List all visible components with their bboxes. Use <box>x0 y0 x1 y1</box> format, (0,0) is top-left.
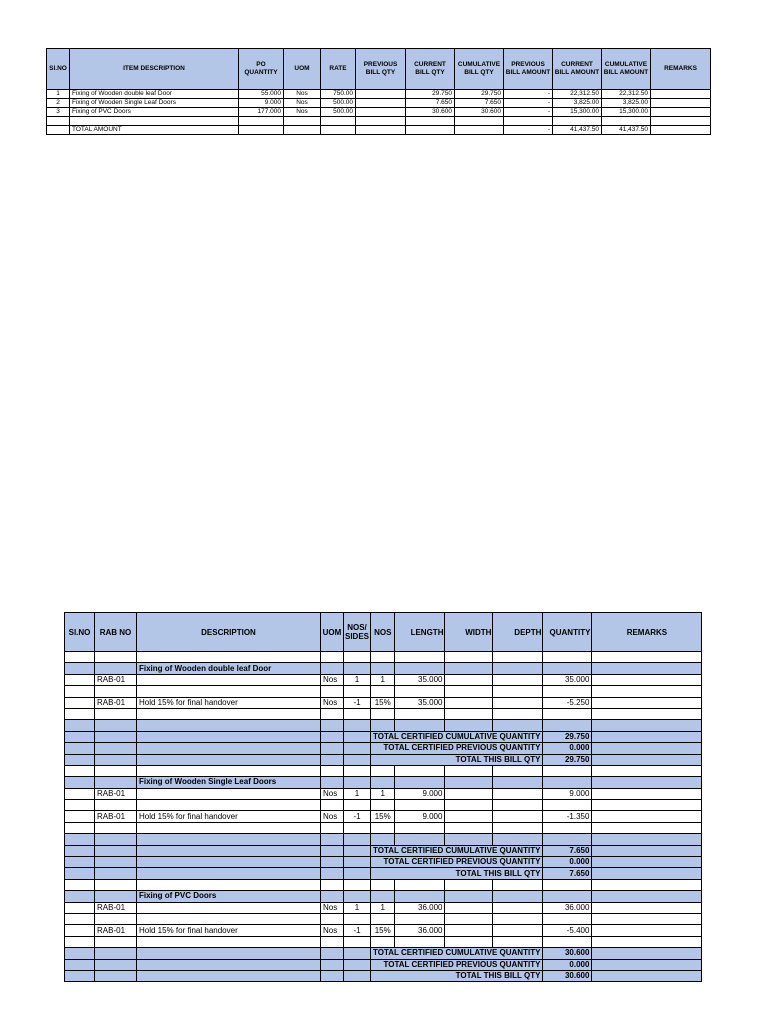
cell-length: 35.000 <box>395 674 445 685</box>
cumulative-label: TOTAL CERTIFIED CUMULATIVE QUANTITY <box>371 731 543 742</box>
cell-uom: Nos <box>321 788 344 799</box>
cell-cum-amt: 15,300.00 <box>602 108 651 117</box>
this-bill-row <box>65 868 702 879</box>
previous-row <box>65 743 702 754</box>
cell-uom: Nos <box>321 902 344 913</box>
cell-sl: 2 <box>47 99 70 108</box>
total-row <box>47 126 711 135</box>
cell-rab: RAB-01 <box>95 788 137 799</box>
col-header: ITEM DESCRIPTION <box>70 49 239 90</box>
cell-cur-qty: 29.750 <box>406 90 455 99</box>
col-header: CUMULATIVE BILL QTY <box>455 49 504 90</box>
col-header: DESCRIPTION <box>137 613 321 652</box>
measurement-line <box>65 674 702 685</box>
cell-sides: 1 <box>344 902 371 913</box>
cell-po-qty: 177.000 <box>239 108 284 117</box>
cumulative-qty: 7.650 <box>543 845 592 856</box>
this-bill-label: TOTAL THIS BILL QTY <box>371 754 543 765</box>
cell-uom: Nos <box>284 99 321 108</box>
section-title: Fixing of Wooden double leaf Door <box>137 663 321 674</box>
section-title: Fixing of Wooden Single Leaf Doors <box>137 777 321 788</box>
cell-nos: 15% <box>371 811 395 822</box>
col-header: PREVIOUS BILL QTY <box>356 49 406 90</box>
previous-qty: 0.000 <box>543 857 592 868</box>
this-bill-row <box>65 754 702 765</box>
total-label: TOTAL AMOUNT <box>70 126 239 135</box>
cell-cum-qty: 30.600 <box>455 108 504 117</box>
cell-qty: 36.000 <box>543 902 592 913</box>
cell-qty: 9.000 <box>543 788 592 799</box>
col-header: WIDTH <box>445 613 493 652</box>
cumulative-qty: 29.750 <box>543 731 592 742</box>
section-title: Fixing of PVC Doors <box>137 891 321 902</box>
cell-length: 9.000 <box>395 811 445 822</box>
section-title-row <box>65 777 702 788</box>
measurement-line <box>65 697 702 708</box>
previous-qty: 0.000 <box>543 959 592 970</box>
cell-qty: -1.350 <box>543 811 592 822</box>
cumulative-row <box>65 948 702 959</box>
cumulative-qty: 30.600 <box>543 948 592 959</box>
cell-uom: Nos <box>321 674 344 685</box>
cell-cur-amt: 22,312.50 <box>553 90 602 99</box>
total-cum-amt: 41,437.50 <box>602 126 651 135</box>
cumulative-label: TOTAL CERTIFIED CUMULATIVE QUANTITY <box>371 948 543 959</box>
previous-row <box>65 857 702 868</box>
col-header: CURRENT BILL AMOUNT <box>553 49 602 90</box>
cell-length: 9.000 <box>395 788 445 799</box>
col-header: CURRENT BILL QTY <box>406 49 455 90</box>
measurement-line <box>65 811 702 822</box>
cumulative-label: TOTAL CERTIFIED CUMULATIVE QUANTITY <box>371 845 543 856</box>
cell-cur-qty: 30.600 <box>406 108 455 117</box>
cell-rab: RAB-01 <box>95 674 137 685</box>
col-header: NOS <box>371 613 395 652</box>
cell-po-qty: 9.000 <box>239 99 284 108</box>
this-bill-qty: 30.600 <box>543 970 592 981</box>
cell-sides: 1 <box>344 674 371 685</box>
total-cur-amt: 41,437.50 <box>553 126 602 135</box>
cell-cum-qty: 7.650 <box>455 99 504 108</box>
previous-label: TOTAL CERTIFIED PREVIOUS QUANTITY <box>371 959 543 970</box>
col-header: DEPTH <box>493 613 543 652</box>
cell-sl: 3 <box>47 108 70 117</box>
measurement-table <box>64 612 702 982</box>
cumulative-row <box>65 845 702 856</box>
cell-rate: 750.00 <box>321 90 356 99</box>
previous-qty: 0.000 <box>543 743 592 754</box>
col-header: PREVIOUS BILL AMOUNT <box>504 49 553 90</box>
cell-nos: 1 <box>371 674 395 685</box>
measurement-line <box>65 788 702 799</box>
cell-desc: Fixing of Wooden double leaf Door <box>70 90 239 99</box>
col-header: Sl.NO <box>47 49 70 90</box>
cell-desc: Fixing of PVC Doors <box>70 108 239 117</box>
summary-header-row <box>47 49 711 90</box>
cell-desc <box>137 788 321 799</box>
cell-sides: 1 <box>344 788 371 799</box>
cell-desc: Hold 15% for final handover <box>137 697 321 708</box>
this-bill-qty: 29.750 <box>543 754 592 765</box>
cell-rate: 500.00 <box>321 108 356 117</box>
cell-uom: Nos <box>321 811 344 822</box>
col-header: REMARKS <box>592 613 702 652</box>
cell-cur-amt: 3,825.00 <box>553 99 602 108</box>
col-header: RATE <box>321 49 356 90</box>
col-header: QUANTITY <box>543 613 592 652</box>
cell-rab: RAB-01 <box>95 811 137 822</box>
section-title-row <box>65 891 702 902</box>
this-bill-label: TOTAL THIS BILL QTY <box>371 970 543 981</box>
cell-prev-amt: - <box>504 108 553 117</box>
col-header: LENGTH <box>395 613 445 652</box>
cumulative-row <box>65 731 702 742</box>
cell-rate: 500.00 <box>321 99 356 108</box>
cell-length: 35.000 <box>395 697 445 708</box>
total-prev-amt: - <box>504 126 553 135</box>
cell-qty: -5.250 <box>543 697 592 708</box>
col-header: Sl.NO <box>65 613 95 652</box>
cell-po-qty: 55.000 <box>239 90 284 99</box>
col-header: UOM <box>321 613 344 652</box>
cell-cum-amt: 22,312.50 <box>602 90 651 99</box>
cell-length: 36.000 <box>395 902 445 913</box>
cell-desc: Hold 15% for final handover <box>137 925 321 936</box>
col-header: CUMULATIVE BILL AMOUNT <box>602 49 651 90</box>
cell-desc: Fixing of Wooden Single Leaf Doors <box>70 99 239 108</box>
col-header: NOS/ SIDES <box>344 613 371 652</box>
previous-label: TOTAL CERTIFIED PREVIOUS QUANTITY <box>371 743 543 754</box>
cell-remarks <box>651 90 711 99</box>
cell-desc <box>137 674 321 685</box>
bill-summary-table <box>46 48 711 135</box>
cell-nos: 1 <box>371 902 395 913</box>
cell-uom: Nos <box>284 108 321 117</box>
col-header: REMARKS <box>651 49 711 90</box>
cell-desc <box>137 902 321 913</box>
cell-sides: -1 <box>344 697 371 708</box>
previous-row <box>65 959 702 970</box>
cell-uom: Nos <box>321 925 344 936</box>
cell-cum-amt: 3,825.00 <box>602 99 651 108</box>
table-row <box>47 90 711 99</box>
cell-uom: Nos <box>321 697 344 708</box>
cell-prev-qty <box>356 90 406 99</box>
cell-sl: 1 <box>47 90 70 99</box>
cell-prev-qty <box>356 108 406 117</box>
col-header: PO QUANTITY <box>239 49 284 90</box>
table-row <box>47 108 711 117</box>
measurement-line <box>65 925 702 936</box>
cell-cum-qty: 29.750 <box>455 90 504 99</box>
cell-length: 36.000 <box>395 925 445 936</box>
cell-prev-qty <box>356 99 406 108</box>
measurement-header-row <box>65 613 702 652</box>
cell-prev-amt: - <box>504 99 553 108</box>
cell-sides: -1 <box>344 925 371 936</box>
cell-nos: 1 <box>371 788 395 799</box>
cell-rab: RAB-01 <box>95 902 137 913</box>
cell-uom: Nos <box>284 90 321 99</box>
table-row <box>47 99 711 108</box>
cell-rab: RAB-01 <box>95 697 137 708</box>
cell-qty: -5.400 <box>543 925 592 936</box>
measurement-line <box>65 902 702 913</box>
this-bill-row <box>65 970 702 981</box>
col-header: UOM <box>284 49 321 90</box>
cell-desc: Hold 15% for final handover <box>137 811 321 822</box>
cell-nos: 15% <box>371 925 395 936</box>
this-bill-qty: 7.650 <box>543 868 592 879</box>
previous-label: TOTAL CERTIFIED PREVIOUS QUANTITY <box>371 857 543 868</box>
cell-cur-amt: 15,300.00 <box>553 108 602 117</box>
cell-qty: 35.000 <box>543 674 592 685</box>
cell-rab: RAB-01 <box>95 925 137 936</box>
cell-remarks <box>651 108 711 117</box>
blank-row <box>47 117 711 126</box>
this-bill-label: TOTAL THIS BILL QTY <box>371 868 543 879</box>
cell-prev-amt: - <box>504 90 553 99</box>
col-header: RAB NO <box>95 613 137 652</box>
cell-sides: -1 <box>344 811 371 822</box>
cell-remarks <box>651 99 711 108</box>
cell-cur-qty: 7.650 <box>406 99 455 108</box>
cell-nos: 15% <box>371 697 395 708</box>
section-title-row <box>65 663 702 674</box>
